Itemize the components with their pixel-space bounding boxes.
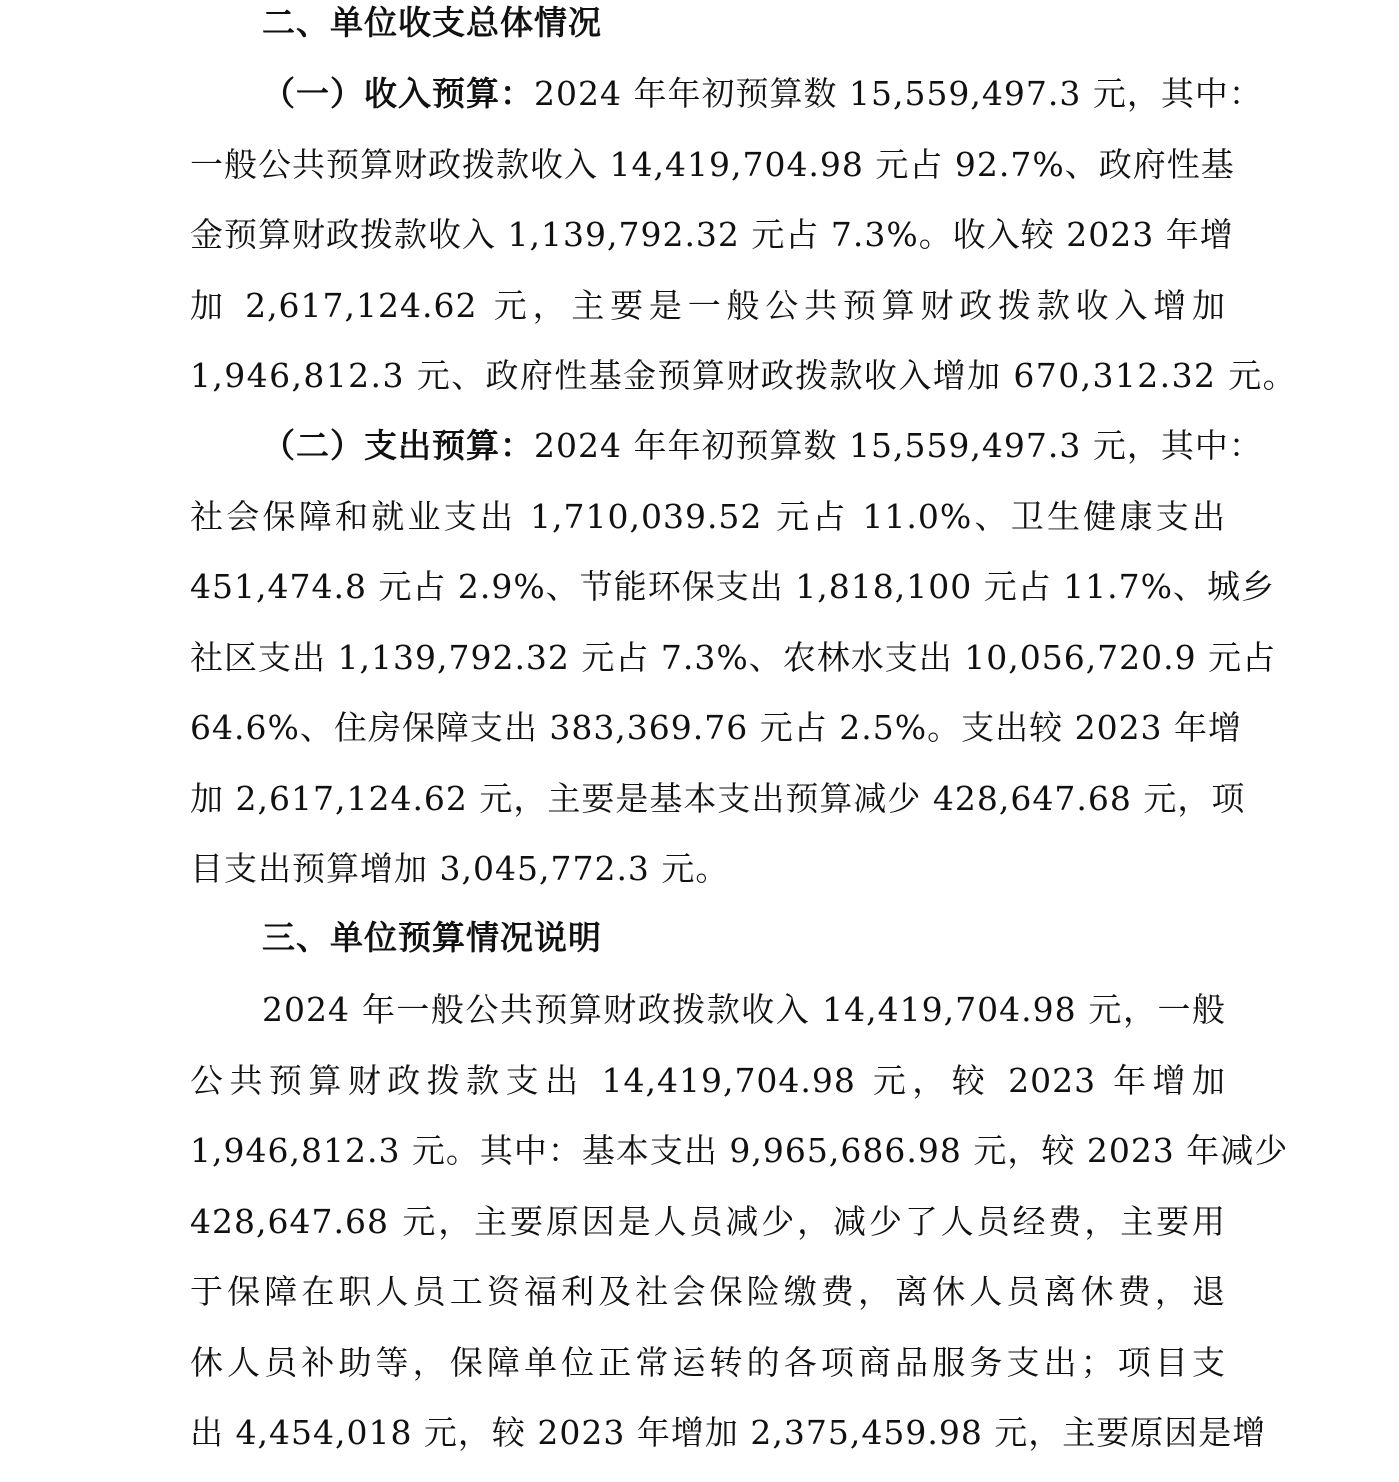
- text-line: （二）支出预算：2024 年年初预算数 15,559,497.3 元，其中：: [262, 426, 1263, 465]
- text-line: 428,647.68 元，主要原因是人员减少，减少了人员经费，主要用: [190, 1201, 1226, 1241]
- text-line: 公共预算财政拨款支出 14,419,704.98 元，较 2023 年增加: [190, 1060, 1226, 1100]
- section-heading-overall: 二、单位收支总体情况: [262, 3, 602, 42]
- income-label: （一）收入预算：: [262, 74, 534, 113]
- text-line: 1,946,812.3 元。其中：基本支出 9,965,686.98 元，较 2023 年减少: [190, 1131, 1289, 1170]
- text-line: 休人员补助等，保障单位正常运转的各项商品服务支出；项目支: [190, 1342, 1226, 1382]
- section-heading-budget-explanation: 三、单位预算情况说明: [262, 918, 602, 957]
- text-line: 加 2,617,124.62 元，主要是一般公共预算财政拨款收入增加: [190, 285, 1226, 325]
- text-line: （一）收入预算：2024 年年初预算数 15,559,497.3 元，其中：: [262, 74, 1263, 113]
- text-line: 451,474.8 元占 2.9%、节能环保支出 1,818,100 元占 11.7%、城乡: [190, 567, 1276, 606]
- expense-label: （二）支出预算：: [262, 426, 534, 465]
- paragraph-budget-explanation: [190, 988, 1289, 1482]
- text-line: 64.6%、住房保障支出 383,369.76 元占 2.5%。支出较 2023 年增: [190, 708, 1243, 747]
- text-line: 社区支出 1,139,792.32 元占 7.3%、农林水支出 10,056,720.9 元占: [190, 637, 1277, 677]
- paragraph-expense-budget: [190, 424, 1277, 918]
- text-line: 一般公共预算财政拨款收入 14,419,704.98 元占 92.7%、政府性基: [190, 144, 1235, 184]
- text-line: 出 4,454,018 元，较 2023 年增加 2,375,459.98 元，主要原因是增: [190, 1413, 1267, 1452]
- text-line: 加 2,617,124.62 元，主要是基本支出预算减少 428,647.68 元，项: [190, 778, 1246, 818]
- text-line: 金预算财政拨款收入 1,139,792.32 元占 7.3%。收入较 2023 年增: [190, 215, 1234, 254]
- text-line: 目支出预算增加 3,045,772.3 元。: [190, 849, 730, 888]
- text-line: 2024 年一般公共预算财政拨款收入 14,419,704.98 元，一般: [262, 990, 1226, 1029]
- paragraph-income-budget: [190, 72, 1298, 425]
- text-line: 社会保障和就业支出 1,710,039.52 元占 11.0%、卫生健康支出: [190, 496, 1226, 536]
- text-line: 1,946,812.3 元、政府性基金预算财政拨款收入增加 670,312.32 元。: [190, 356, 1298, 395]
- text-line: 于保障在职人员工资福利及社会保险缴费，离休人员离休费，退: [190, 1272, 1226, 1311]
